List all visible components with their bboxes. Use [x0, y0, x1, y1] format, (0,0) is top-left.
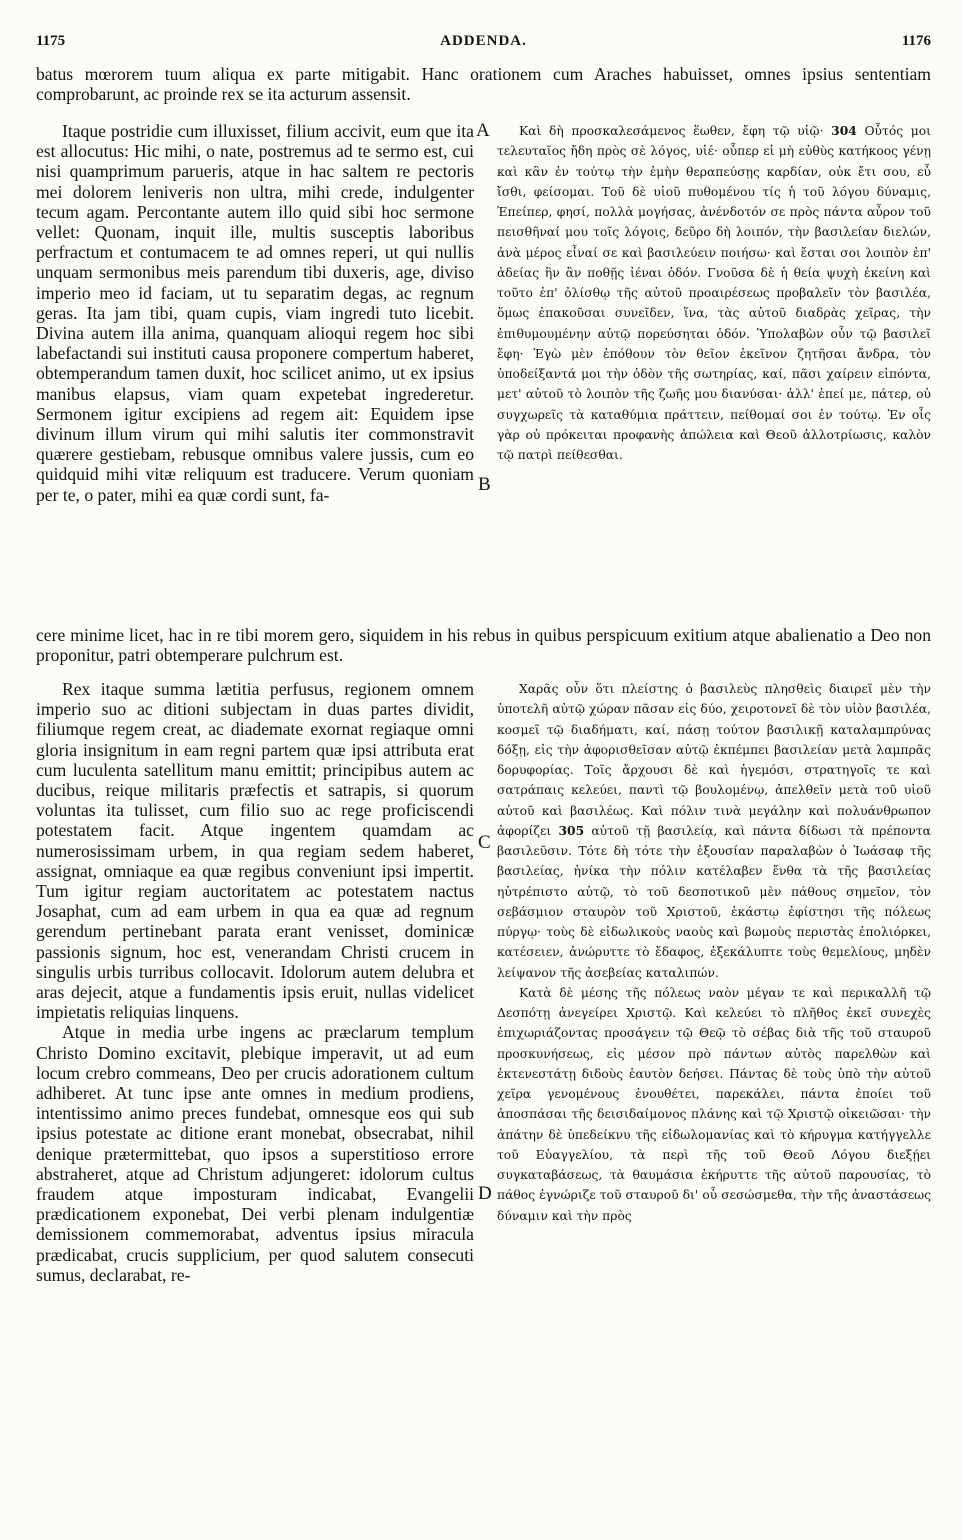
latin-column-section-2	[36, 679, 474, 1285]
latin-column-section-1	[36, 121, 474, 505]
greek-paragraph: Κατὰ δὲ μέσης τῆς πόλεως ναὸν μέγαν τε καὶ περικαλλῆ τῷ Δεσπότῃ ἀνεγείρει Χριστῷ. Καὶ κελεύει τὸ πλῆθος ἐκεῖ συνεχὲς ἐπιχωριάζοντας προσάγειν τῷ Θεῷ τὸ σέβας διὰ τῆς τοῦ σταυροῦ προσκυνήσεως, εἰς μέσον πρὸ πάντων αὐτὸς παρελθὼν καὶ ἐκτενεστάτῃ διδοὺς ἑαυτὸν δεήσει. Πάντας δὲ τοὺς ὑπὸ τὴν αὐτοῦ χεῖρα γενομένους ἐνουθέτει, παρεκάλει, πάντα ἐποίει τοῦ ἀποσπάσαι τῆς δεισιδαίμονος πλάνης καὶ τῷ Χριστῷ οἰκειῶσαι· τὴν ἀπάτην δὲ ὑπεδείκνυ τῆς εἰδωλομανίας καὶ τὸ κήρυγμα κατήγγελλε τοῦ Εὐαγγελίου, τὰ περὶ τῆς τοῦ Θεοῦ Λόγου διεξῄει συγκαταβάσεως, τὰ θαυμάσια ἐκήρυττε τῆς αὐτοῦ παρουσίας, τὸ πάθος ἐγνώριζε τοῦ σταυροῦ δι' οὗ σεσώσμεθα, τὴν τῆς ἀναστάσεως δύναμιν καὶ τὴν πρὸς	[497, 985, 931, 1223]
column-number: 305	[558, 822, 585, 838]
greek-paragraph	[497, 121, 931, 465]
margin-letter-a: A	[476, 120, 490, 141]
greek-text: αὐτοῦ τῇ βασιλείᾳ, καὶ πάντα δίδωσι τὰ πρέποντα βασιλεῦσιν. Τότε δὴ τότε τὴν ἐξουσίαν παραλαβὼν ὁ Ἰωάσαφ τῆς βασιλείας, ἡνίκα τὴν πόλιν κατέλαβεν ἔνθα τὰ τῆς βασιλείας ηὐτρέπιστο αὐτῷ, τὸ τοῦ δεσποτικοῦ μὲν πάθους σημεῖον, τὸν σεβάσμιον σταυρὸν τοῦ Χριστοῦ, ἑκάστῳ ἐφίστησι τῆς πόλεως πύργῳ· τοὺς δὲ εἰδωλικοὺς ναοὺς καὶ βωμοὺς περιστὰς ἐπολιόρκει, κατέσειεν, ἀνώρυττε τὸ ἔδαφος, ἐξεκάλυπτε τοὺς θεμελίους, μηδὲν λείψανον τῆς ἀσεβείας καταλιπών.	[497, 823, 931, 980]
latin-paragraph: Atque in media urbe ingens ac præclarum templum Christo Domino excitavit, plebique imperavit, ut ad eum locum crebro commeans, Deo per crucis adorationem cultum adhiberet. At tunc ipse ante omnes in medium prodiens, intentissimo animo preces fundebat, omnesque eos qui sub ipsius potestate ac ditione erant monebat, obsecrabat, nihil denique prætermittebat, quo ipsos a superstitioso errore abstraheret, atque ad Christum adjungeret: idolorum cultus fraudem atque imposturam indicabat, Evangelii prædicationem exponebat, Dei verbi plenam indulgentiæ demissionem commemorabat, adventus ipsius miracula prædicabat, crucis supplicium, per quod salutem consecuti sumus, declarabat, re-	[36, 1022, 474, 1285]
middle-full-width-text	[36, 625, 931, 665]
paragraph: cere minime licet, hac in re tibi morem gero, siquidem in his rebus in quibus perspicuum exitium atque abalienatio a Deo non proponitur, patri obtemperare pulchrum est.	[36, 625, 931, 666]
greek-text: Καὶ δὴ προσκαλεσάμενος ἕωθεν, ἔφη τῷ υἱῷ·	[519, 124, 824, 138]
paragraph: batus mœrorem tuum aliqua ex parte mitigabit. Hanc orationem cum Araches habuisset, omnes ipsius sententiam comprobarunt, ac proinde rex se ita acturum assensit.	[36, 64, 931, 105]
top-full-width-text	[36, 64, 931, 104]
latin-paragraph: Rex itaque summa lætitia perfusus, regionem omnem imperio suo ac ditioni subjectam in duas partes dividit, filiumque regem creat, ac diademate exornat regiaque omni gloria insignitum in eam regni partem quæ ipsi attributa erat cum luculenta satellitum manu emittit; principibus autem ac ducibus, reique militaris præfectis et satrapis, si quorum voluntas ita tulisset, cum filio suo ac rege proficiscendi potestatem facit. Atque ingentem quamdam ac numerosissimam urbem, in qua regiam sedem haberet, assignat, omniaque ea quæ regibus conveniunt ipsi impertit. Tum igitur regiam auctoritatem ac potestatem nactus Josaphat, cum ad eam urbem in qua ea quæ ad regnum gerendum pertinebant parata erant venisset, dominicæ passionis signum, hoc est, venerandam Christi crucem in singulis urbis turribus collocavit. Idolorum autem delubra et aras dejecit, atque a fundamentis ipsis eruit, nullas videlicet impietatis reliquias linquens.	[36, 679, 474, 1023]
greek-text: Οὗτός μοι τελευταῖος ἤδη πρὸς σὲ λόγος, υἱέ· οὗπερ εἰ μὴ εὐθὺς κατήκοος γένῃ καὶ κἂν ἐν τούτῳ τὴν ἐμὴν θεραπεύσῃς καρδίαν, οὐκ ἔτι σου, εὖ ἴσθι, φείσομαι. Τοῦ δὲ υἱοῦ πυθομένου τίς ἡ τοῦ λόγου δύναμις, Ἐπείπερ, φησί, πολλὰ μογήσας, ἀνένδοτόν σε πρὸς πάντα αὖρον τοῦ πεισθῆναί μου τοῖς λόγοις, δεῦρο δὴ λοιπόν, τὴν βασιλείαν διελών, ἀνὰ μέρος εἶναί σε καὶ βασιλεύειν ποιήσω· καὶ ἔσται σοι λοιπὸν ἐπ' ἀδείας ἣν ἂν ποθῇς ἰέναι ὁδόν. Γνοῦσα δὲ ἡ θεία ψυχὴ ἐκείνη καὶ τοῦτο ἐπ' ὀλίσθῳ τῆς αὐτοῦ προαιρέσεως προβαλεῖν τὸν βασιλέα, ὅμως ἐπακοῦσαι συνεῖδεν, ἵνα, τὰς αὐτοῦ διαδρὰς χεῖρας, τὴν ἐπιθυμουμένην αὐτῷ πορεύσηται ὁδόν. Ὑπολαβὼν οὖν τῷ βασιλεῖ ἔφη· Ἐγὼ μὲν ἐπόθουν τὸν θεῖον ἐκεῖνον ζητῆσαι ἄνδρα, τὸν ὑποδείξαντά μοι τὴν ὁδὸν τῆς σωτηρίας, καί, πᾶσι χαίρειν εἰπόντα, μετ' αὐτοῦ τὸ λοιπὸν τῆς ζωῆς μου διανύσαι· ἀλλ' ἐπεί με, πάτερ, οὐ συγχωρεῖς τὰ καταθύμια πράττειν, πείθομαί σοι ἐν τούτῳ. Ἐν οἷς γὰρ οὐ πρόκειται προφανὴς ἀπώλεια καὶ Θεοῦ ἀλλοτρίωσις, καλὸν τῷ πατρὶ πείθεσθαι.	[497, 124, 931, 462]
page-number-left: 1175	[36, 33, 66, 49]
page-number-right: 1176	[901, 33, 931, 49]
latin-paragraph: Itaque postridie cum illuxisset, filium accivit, eum que ita est allocutus: Hic mihi, o nate, postremus ad te sermo est, cui nisi quamprimum parueris, atque in hac saltem re pectoris mei dolorem leniveris non ultra, mihi crede, indulgenter tecum agam. Percontante autem illo quid sibi hoc sermone vellet: Quonam, inquit ille, multis susceptis laboribus perfractum et contumacem te ad omnes reperi, ut qui nullis unquam sermonibus meis parendum tibi duxeris, age, diviso imperio meo id faciam, ut tu separatim degas, ac regnum geras. Ita jam tibi, quam cupis, viam ingredi tuto licebit. Divina autem illa anima, quanquam alioqui regem hoc sibi labefactandi sui instituti causa proponere compertum haberet, obtemperandum tamen duxit, hoc scilicet animo, ut ex ipsius manibus elapsus, viam quam expetebat ingrederetur. Sermonem igitur excipiens ad regem ait: Equidem ipse divinum illum virum qui mihi salutis iter commonstravit quærere gestiebam, rebusque omnibus valere jussis, cum eo quidquid mihi vitæ reliquum est traducere. Verum quoniam per te, o pater, mihi ea quæ cordi sunt, fa-	[36, 121, 474, 505]
margin-letter-b: B	[478, 474, 491, 495]
greek-text: Χαρᾶς οὖν ὅτι πλείστης ὁ βασιλεὺς πλησθεὶς διαιρεῖ μὲν τὴν ὑποτελῆ αὐτῷ χώραν πᾶσαν εἰς δύο, χειροτονεῖ δὲ τὸν υἱὸν βασιλέα, κοσμεῖ τῷ διαδήματι, καί, πάσῃ τούτον βασιλικῇ καταλαμπρύνας δόξῃ, εἰς τὴν ἀφορισθεῖσαν αὐτῷ ἐκπέμπει βασιλείαν μετὰ λαμπρᾶς δορυφορίας. Τοῖς ἄρχουσι δὲ καὶ ἡγεμόσι, στρατηγοῖς τε καὶ σατράπαις κελεύει, παντὶ τῷ βουλομένῳ, ἀπελθεῖν μετὰ τοῦ υἱοῦ αὐτοῦ καὶ βασιλέως. Καὶ πόλιν τινὰ μεγάλην καὶ πολυάνθρωπον ἀφορίζει	[497, 682, 931, 838]
margin-letter-d: D	[478, 1183, 492, 1204]
greek-column-section-2	[497, 679, 931, 1226]
running-title: ADDENDA.	[440, 33, 527, 49]
page-header	[36, 33, 931, 57]
greek-paragraph	[497, 679, 931, 983]
margin-letter-c: C	[478, 832, 491, 853]
greek-column-section-1	[497, 121, 931, 465]
column-number: 304	[831, 123, 857, 138]
